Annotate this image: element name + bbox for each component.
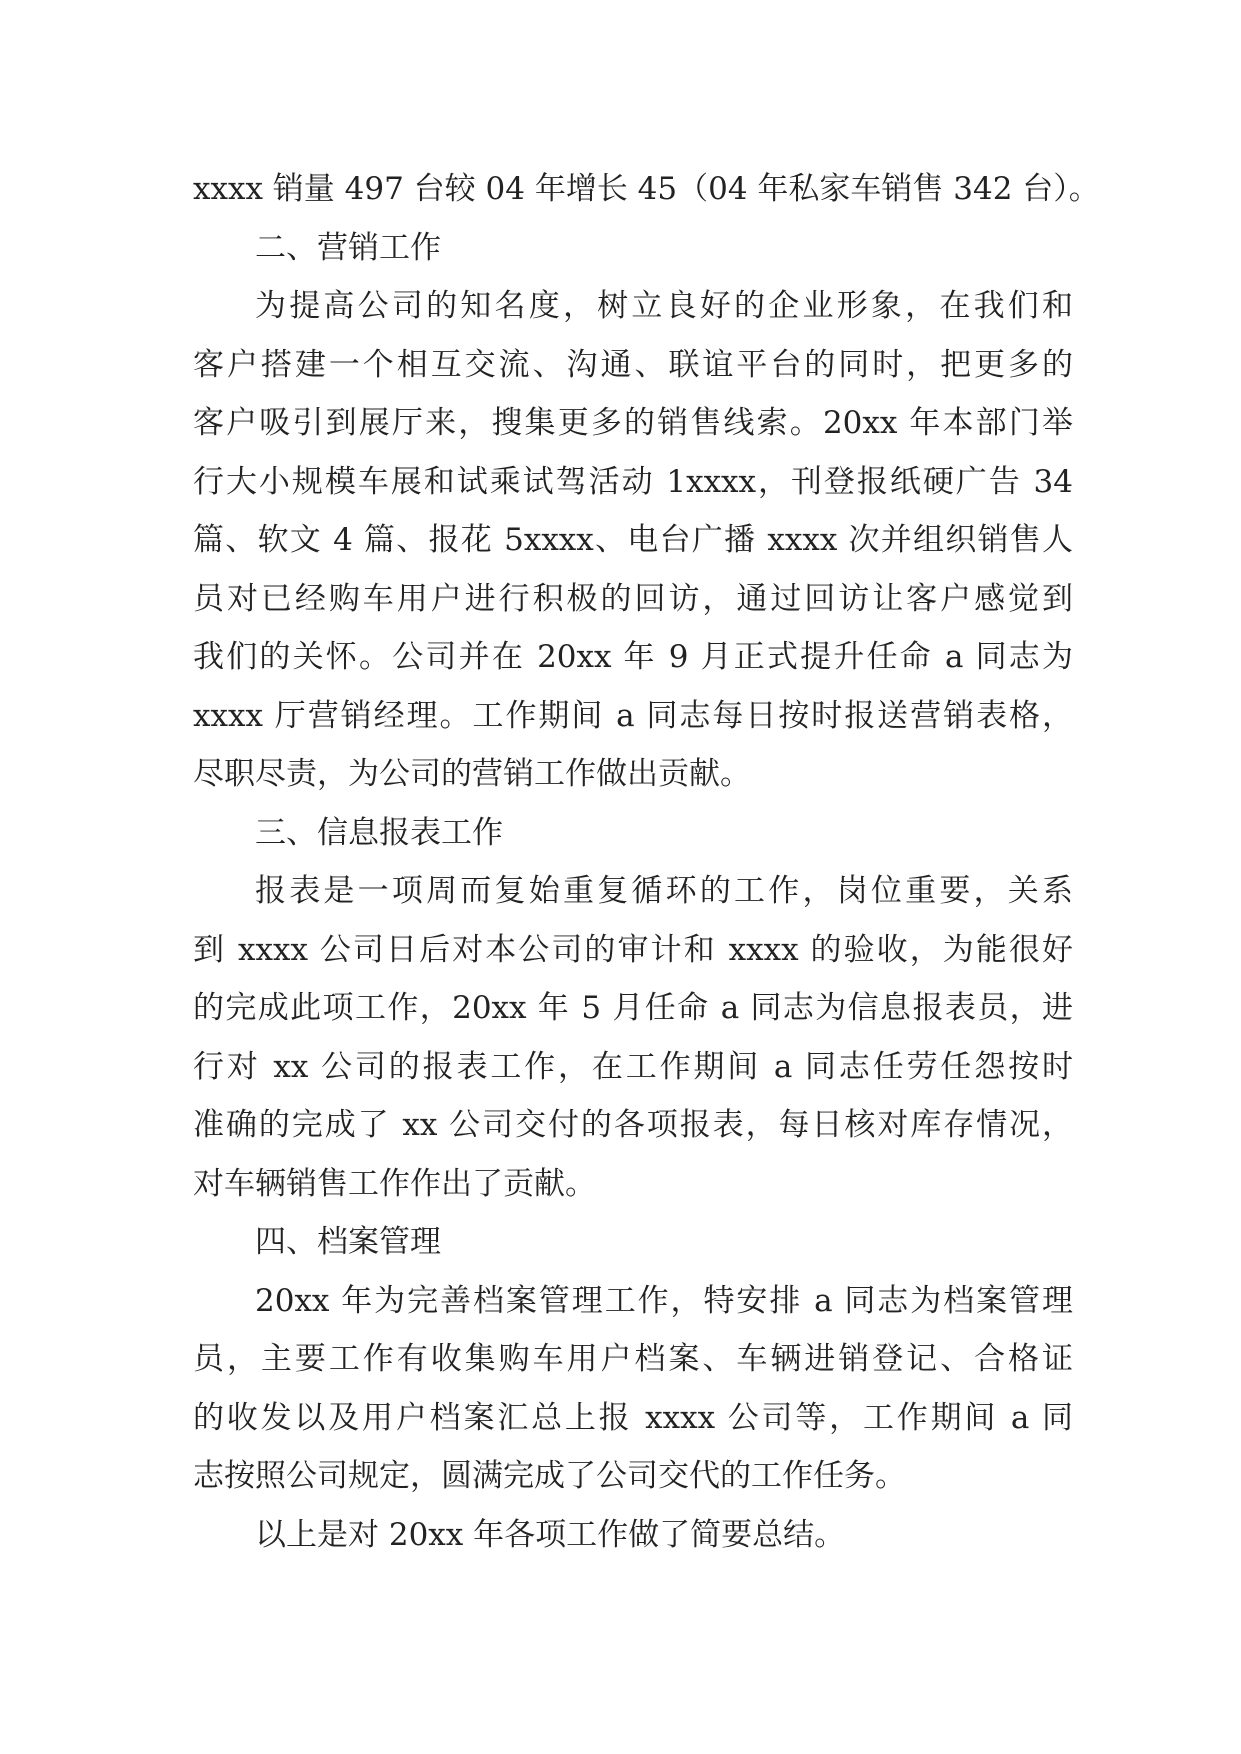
paragraph-line: 到 xxxx 公司日后对本公司的审计和 xxxx 的验收，为能很好 [193, 931, 1073, 968]
paragraph-line: 的完成此项工作，20xx 年 5 月任命 a 同志为信息报表员，进 [193, 990, 1073, 1026]
paragraph-line: 尽职尽责，为公司的营销工作做出贡献。 [193, 756, 751, 792]
paragraph-line: 员对已经购车用户进行积极的回访，通过回访让客户感觉到 [193, 580, 1073, 617]
section-heading-archives: 四、档案管理 [255, 1224, 441, 1260]
paragraph-line: 为提高公司的知名度，树立良好的企业形象，在我们和 [255, 288, 1073, 324]
paragraph-line: 员，主要工作有收集购车用户档案、车辆进销登记、合格证 [193, 1341, 1073, 1377]
section-heading-marketing: 二、营销工作 [255, 229, 441, 266]
paragraph-line: 对车辆销售工作作出了贡献。 [193, 1165, 596, 1202]
paragraph-line: 20xx 年为完善档案管理工作，特安排 a 同志为档案管理 [255, 1282, 1073, 1319]
paragraph-line: xxxx 销量 497 台较 04 年增长 45（04 年私家车销售 342 台）。 [193, 171, 1100, 207]
paragraph-line: 的收发以及用户档案汇总上报 xxxx 公司等，工作期间 a 同 [193, 1399, 1073, 1436]
paragraph-line: 行对 xx 公司的报表工作，在工作期间 a 同志任劳任怨按时 [193, 1048, 1073, 1085]
paragraph-line: 客户搭建一个相互交流、沟通、联谊平台的同时，把更多的 [193, 346, 1073, 383]
paragraph-line: 行大小规模车展和试乘试驾活动 1xxxx，刊登报纸硬广告 34 [193, 463, 1073, 500]
document-body [193, 160, 1100, 1564]
paragraph-line: xxxx 厅营销经理。工作期间 a 同志每日按时报送营销表格， [193, 697, 1073, 734]
paragraph-line: 报表是一项周而复始重复循环的工作，岗位重要，关系 [255, 873, 1073, 909]
paragraph-line: 篇、软文 4 篇、报花 5xxxx、电台广播 xxxx 次并组织销售人 [193, 522, 1073, 558]
paragraph-line: 志按照公司规定，圆满完成了公司交代的工作任务。 [193, 1458, 906, 1494]
paragraph-line: 客户吸引到展厅来，搜集更多的销售线索。20xx 年本部门举 [193, 405, 1073, 441]
closing-summary-line: 以上是对 20xx 年各项工作做了简要总结。 [255, 1516, 846, 1553]
paragraph-line: 我们的关怀。公司并在 20xx 年 9 月正式提升任命 a 同志为 [193, 639, 1073, 675]
paragraph-line: 准确的完成了 xx 公司交付的各项报表，每日核对库存情况， [193, 1107, 1073, 1143]
section-heading-reports: 三、信息报表工作 [255, 814, 503, 851]
